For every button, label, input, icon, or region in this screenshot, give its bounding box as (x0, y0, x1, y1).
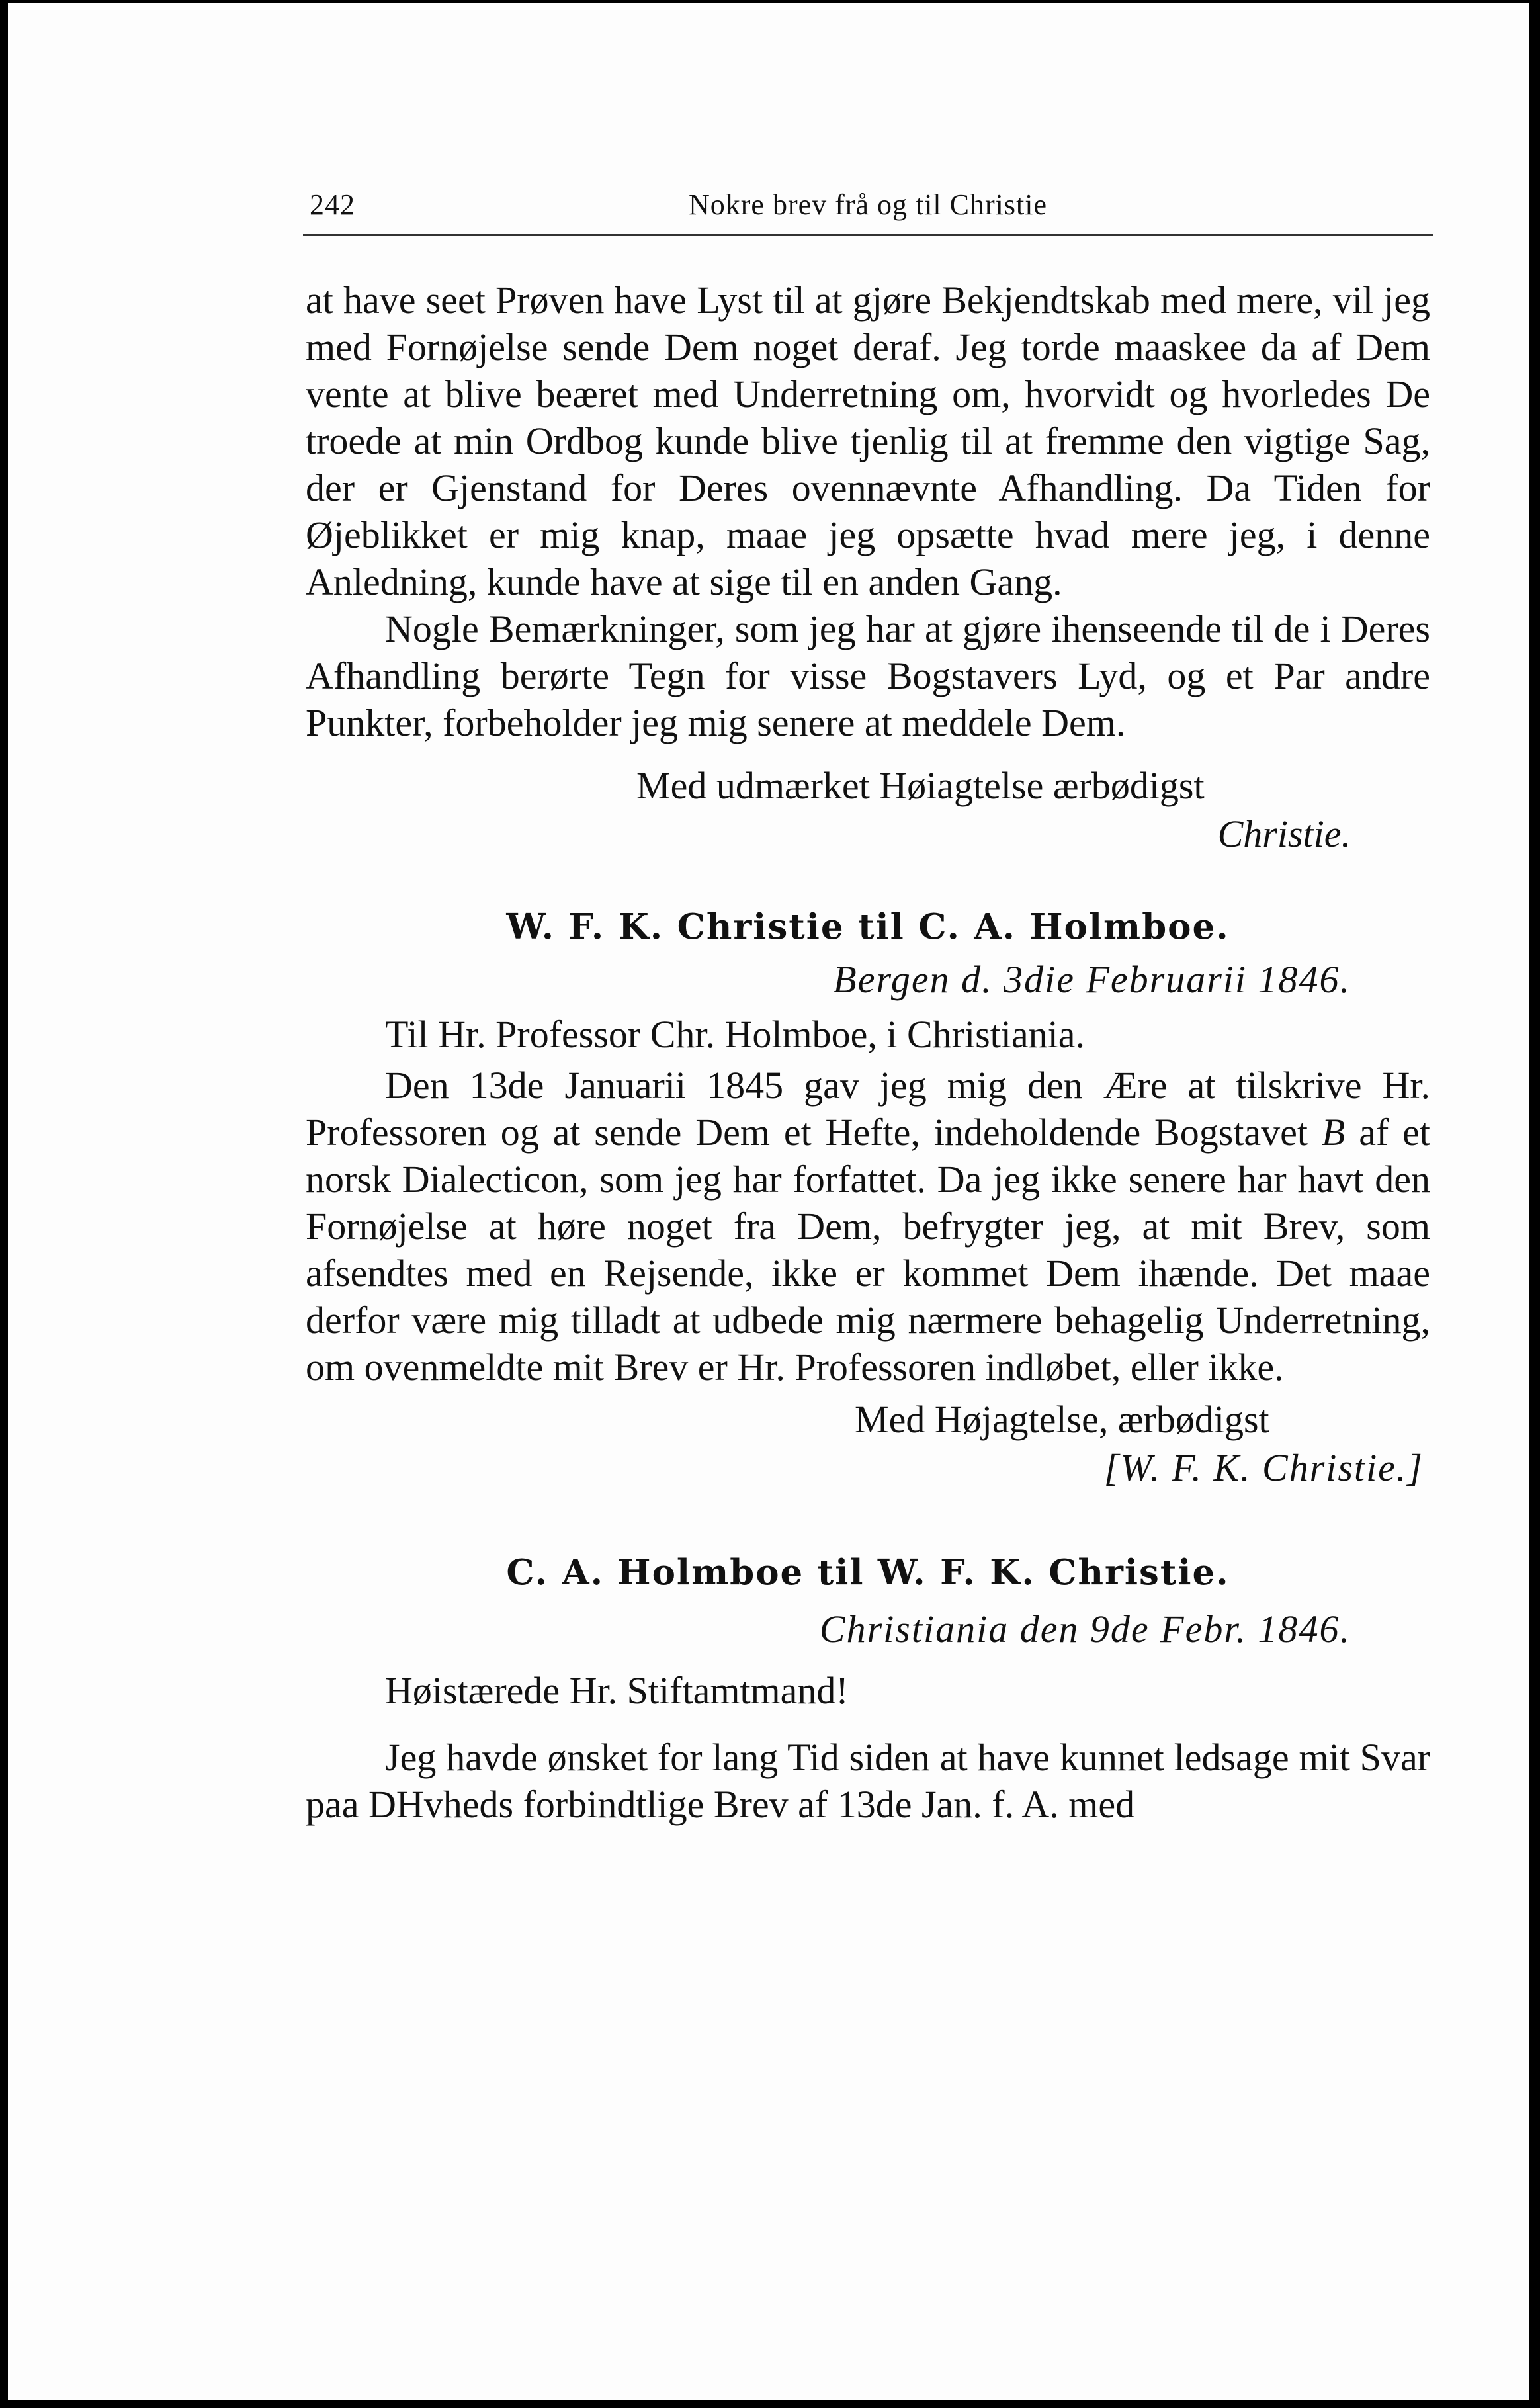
letter3-salutation: Høistærede Hr. Stiftamtmand! (385, 1669, 849, 1712)
letter2-address: Til Hr. Professor Chr. Holmboe, i Christiania. (385, 1013, 1085, 1056)
book-page (8, 3, 1529, 2400)
letter3-heading: C. A. Holmboe til W. F. K. Christie. (506, 1552, 1230, 1593)
page-body (306, 277, 1430, 1828)
letter3-dateline: Christiania den 9de Febr. 1846. (819, 1608, 1351, 1651)
page-number: 242 (310, 189, 355, 221)
letter2-heading: W. F. K. Christie til C. A. Holmboe. (506, 906, 1230, 947)
letter3-body: Jeg havde ønsket for lang Tid siden at have kunnet ledsage mit Svar paa DHvheds forbindtlige Brev af 13de Jan. f. A. med (306, 1736, 1430, 1826)
running-title: Nokre brev frå og til Christie (689, 189, 1047, 221)
letter1-paragraph-2: Nogle Bemærkninger, som jeg har at gjøre ihenseende til de i Deres Afhandling berørte Tegn for visse Bogstavers Lyd, og et Par andre Punkter, forbeholder jeg mig senere at meddele Dem. (306, 607, 1430, 744)
letter2-closing: Med Højagtelse, ærbødigst (855, 1398, 1269, 1441)
letter2-dateline: Bergen d. 3die Februarii 1846. (833, 958, 1351, 1001)
letter1-signature: Christie. (1217, 812, 1351, 855)
letter1-closing: Med udmærket Høiagtelse ærbødigst (636, 764, 1205, 807)
letter2-body-italic: B (1321, 1111, 1346, 1154)
letter1-paragraph-1: at have seet Prøven have Lyst til at gjøre Bekjendtskab med mere, vil jeg med Fornøjelse sende Dem noget deraf. Jeg torde maaskee da af Dem vente at blive beæret med Underretning om, hvorvidt og hvorledes De troede at min Ordbog kunde blive tjenlig til at fremme den vigtige Sag, der er Gjenstand for Deres ovennævnte Afhandling. Da Tiden for Øjeblikket er mig knap, maae jeg opsætte hvad mere jeg, i denne Anledning, kunde have at sige til en anden Gang. (306, 279, 1430, 603)
letter2-signature: [W. F. K. Christie.] (1103, 1446, 1424, 1489)
letter2-body-part-2: af et norsk Dialecticon, som jeg har forfattet. Da jeg ikke senere har havt den Fornøjelse at høre noget fra Dem, befrygter jeg, at mit Brev, som afsendtes med en Rejsende, ikke er kommet Dem ihænde. Det maae derfor være mig tilladt at udbede mig nærmere behagelig Underretning, om ovenmeldte mit Brev er Hr. Professoren indløbet, eller ikke. (306, 1111, 1430, 1389)
running-header (303, 188, 1433, 236)
letter2-body (306, 1062, 1430, 1391)
letter2-body-part-1: Den 13de Januarii 1845 gav jeg mig den Ære at tilskrive Hr. Professoren og at sende Dem et Hefte, indeholdende Bogstavet (306, 1064, 1430, 1154)
